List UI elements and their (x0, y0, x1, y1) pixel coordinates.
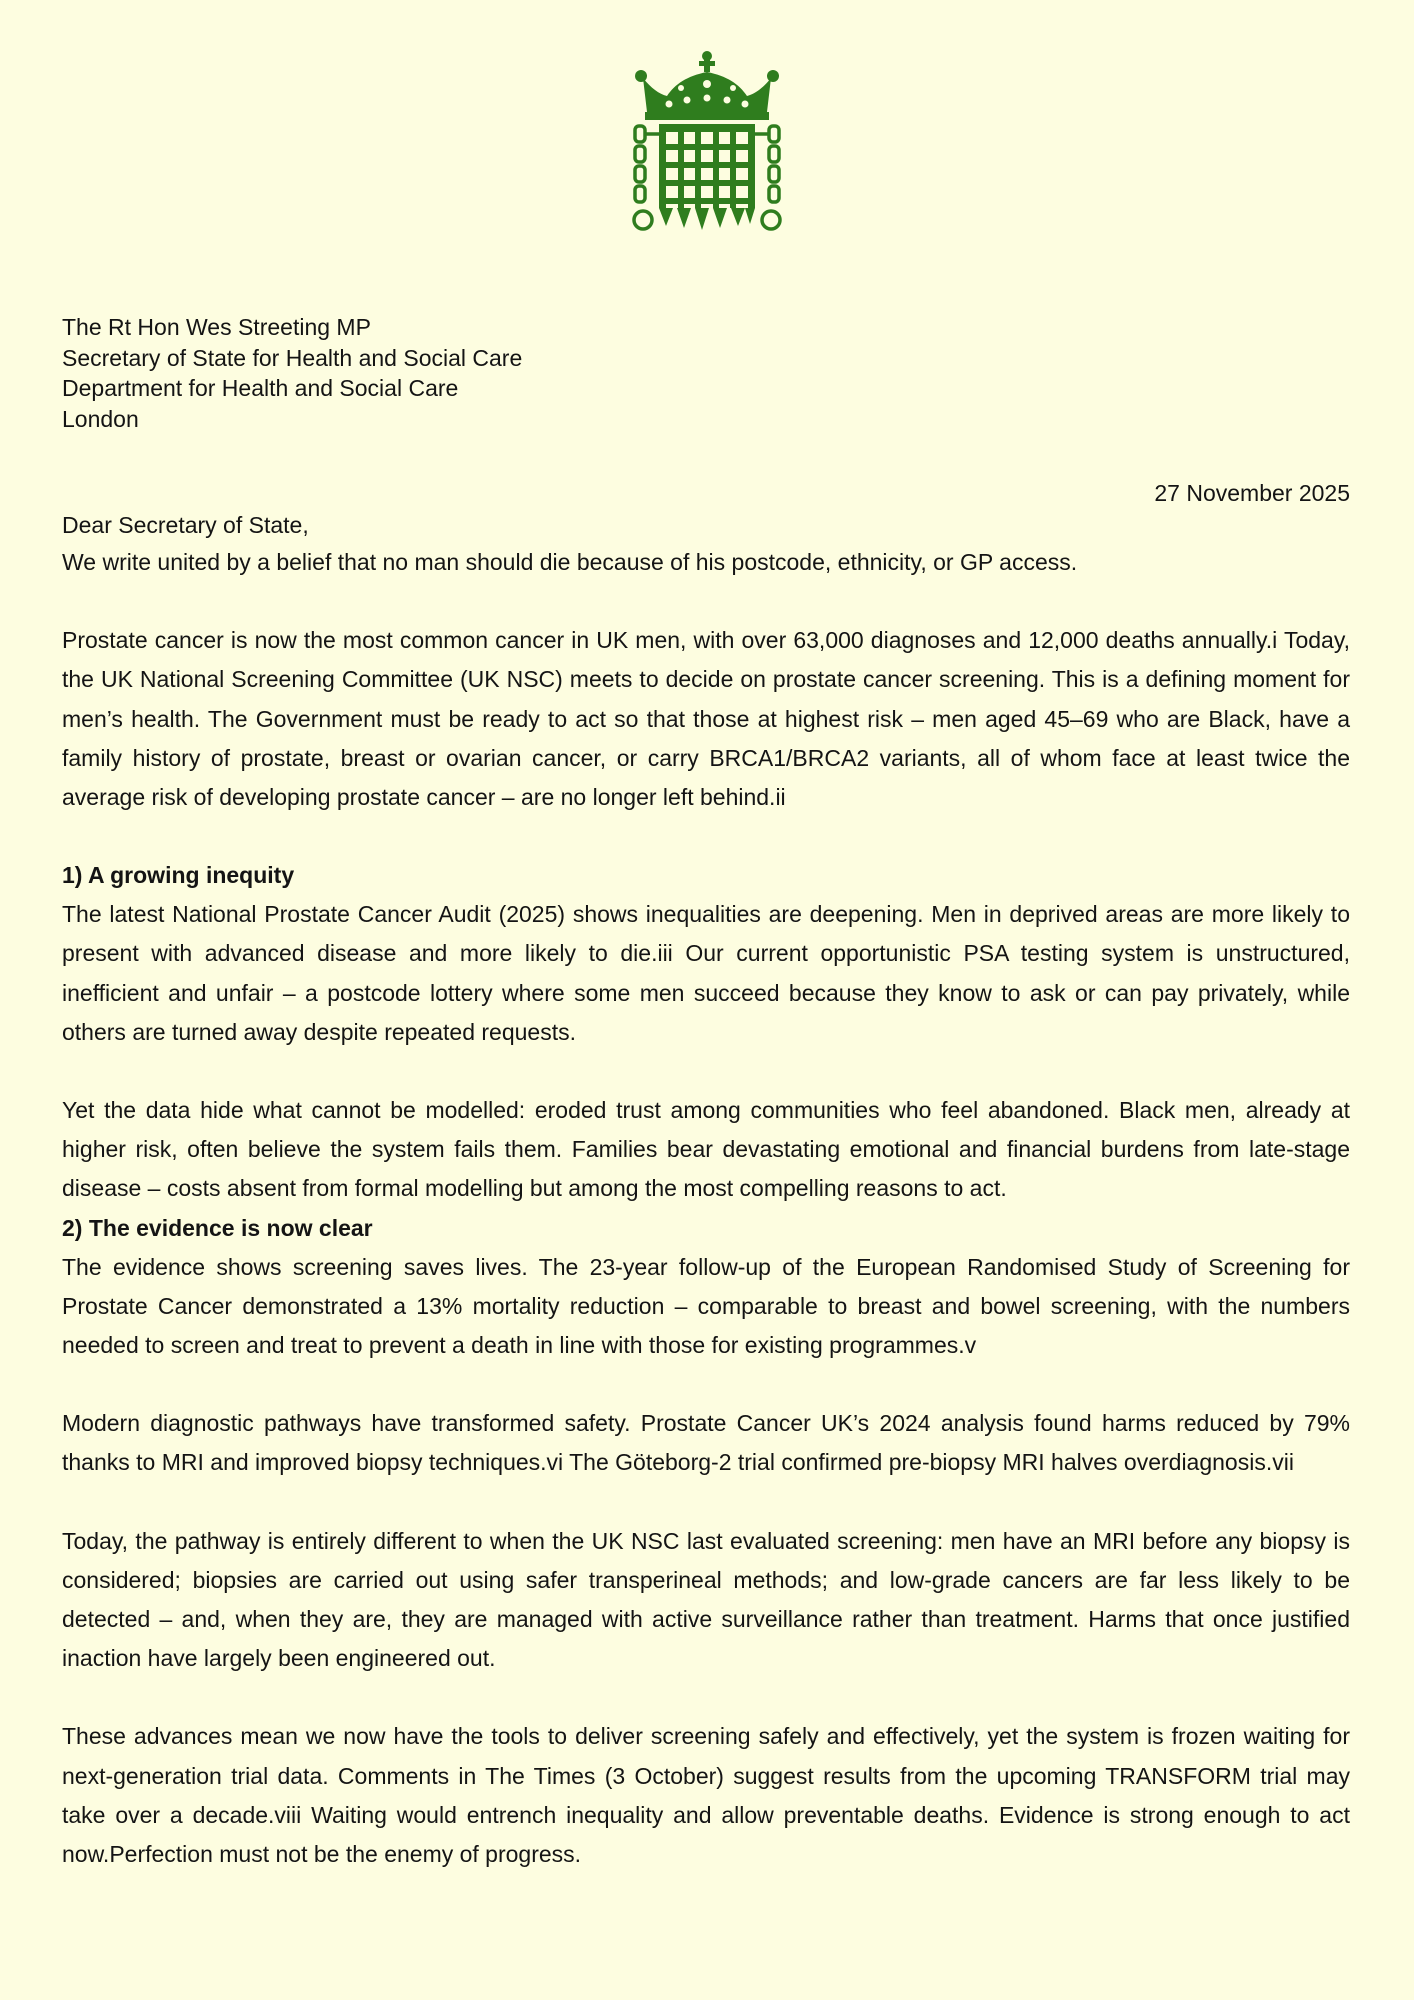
inequity-paragraph-1: The latest National Prostate Cancer Audit (2025) shows inequalities are deepening. Men in deprived areas are more likely to present with advanced disease and more likely to die.iii Our current opportunistic PSA testing system is unstructured, inefficient and unfair – a postcode lottery where some men succeed because they know to ask or can pay privately, while others are turned away despite repeated requests. (62, 901, 1350, 1045)
recipient-department: Department for Health and Social Care (62, 375, 459, 401)
context-paragraph: Prostate cancer is now the most common cancer in UK men, with over 63,000 diagnoses and 12,000 deaths annually.i Today, the UK National Screening Committee (UK NSC) meets to decide on prostate cancer screening. This is a defining moment for men’s health. The Government must be ready to act so that those at highest risk – men aged 45–69 who are Black, have a family history of prostate, breast or ovarian cancer, or carry BRCA1/BRCA2 variants, all of whom face at least twice the average risk of developing prostate cancer – are no longer left behind.ii (62, 627, 1350, 811)
recipient-address (62, 312, 522, 434)
evidence-paragraph-4: These advances mean we now have the tools to deliver screening safely and effectively, yet the system is frozen waiting for next-generation trial data. Comments in The Times (3 October) suggest results from the upcoming TRANSFORM trial may take over a decade.viii Waiting would entrench inequality and allow preventable deaths. Evidence is strong enough to act now.Perfection must not be the enemy of progress. (62, 1723, 1350, 1868)
recipient-name: The Rt Hon Wes Streeting MP (62, 314, 371, 340)
evidence-paragraph-3: Today, the pathway is entirely different to when the UK NSC last evaluated screening: men have an MRI before any biopsy is considered; biopsies are carried out using safer transperineal methods; and low-grade cancers are far less likely to be detected – and, when they are, they are managed with active surveillance rather than treatment. Harms that once justified inaction have largely been engineered out. (62, 1527, 1350, 1672)
salutation: Dear Secretary of State, (62, 512, 309, 538)
evidence-paragraph-2: Modern diagnostic pathways have transformed safety. Prostate Cancer UK’s 2024 analysis found harms reduced by 79% thanks to MRI and improved biopsy techniques.vi The Göteborg-2 trial confirmed pre-biopsy MRI halves overdiagnosis.vii (62, 1410, 1350, 1476)
recipient-city: London (62, 405, 139, 432)
letter-body (62, 508, 1350, 1874)
letter-date: 27 November 2025 (1154, 480, 1350, 506)
intro-paragraph: We write united by a belief that no man should die because of his postcode, ethnicity, or GP access. (62, 549, 1078, 575)
evidence-paragraph-1: The evidence shows screening saves lives. The 23-year follow-up of the European Randomised Study of Screening for Prostate Cancer demonstrated a 13% mortality reduction – comparable to breast and bowel screening, with the numbers needed to screen and treat to prevent a death in line with those for existing programmes.v (62, 1253, 1350, 1359)
portcullis-crown-icon (629, 50, 785, 238)
recipient-title: Secretary of State for Health and Social Care (62, 344, 523, 371)
inequity-paragraph-2: Yet the data hide what cannot be modelled: eroded trust among communities who feel abandoned. Black men, already at higher risk, often believe the system fails them. Families bear devastating emotional and financial burdens from late-stage disease – costs absent from formal modelling but among the most compelling reasons to act. (62, 1097, 1350, 1202)
section-heading-evidence: 2) The evidence is now clear (62, 1214, 373, 1241)
section-heading-inequity: 1) A growing inequity (62, 862, 295, 889)
